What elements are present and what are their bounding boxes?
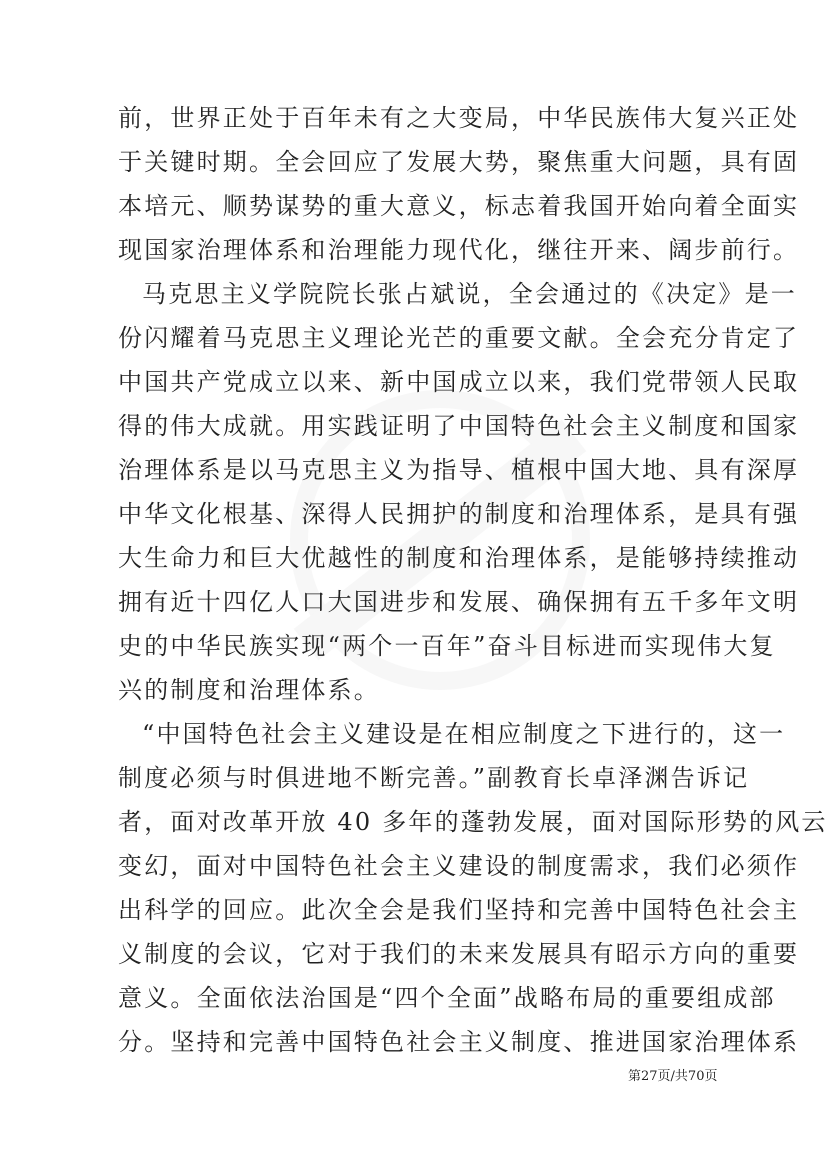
text-line: 前，世界正处于百年未有之大变局，中华民族伟大复兴正处 xyxy=(118,104,800,132)
text-line: “中国特色社会主义建设是在相应制度之下进行的，这一 xyxy=(142,720,786,748)
text-line: 本培元、顺势谋势的重大意义，标志着我国开始向着全面实 xyxy=(118,192,800,220)
text-line: 史的中华民族实现“两个一百年”奋斗目标进而实现伟大复 xyxy=(118,632,776,660)
text-line: 中国共产党成立以来、新中国成立以来，我们党带领人民取 xyxy=(118,368,800,396)
text-line: 于关键时期。全会回应了发展大势，聚焦重大问题，具有固 xyxy=(118,148,800,176)
text-line: 者，面对改革开放 40 多年的蓬勃发展，面对国际形势的风云 xyxy=(118,808,828,836)
text-line: 分。坚持和完善中国特色社会主义制度、推进国家治理体系 xyxy=(118,1028,800,1056)
text-line: 大生命力和巨大优越性的制度和治理体系，是能够持续推动 xyxy=(118,544,800,572)
text-line: 得的伟大成就。用实践证明了中国特色社会主义制度和国家 xyxy=(118,412,800,440)
text-line: 中华文化根基、深得人民拥护的制度和治理体系，是具有强 xyxy=(118,500,800,528)
text-line: 兴的制度和治理体系。 xyxy=(118,676,380,704)
text-line: 变幻，面对中国特色社会主义建设的制度需求，我们必须作 xyxy=(118,852,800,880)
text-line: 制度必须与时俱进地不断完善。”副教育长卓泽渊告诉记 xyxy=(118,764,750,792)
text-line: 治理体系是以马克思主义为指导、植根中国大地、具有深厚 xyxy=(118,456,800,484)
text-line: 份闪耀着马克思主义理论光芒的重要文献。全会充分肯定了 xyxy=(118,324,800,352)
text-line: 意义。全面依法治国是“四个全面”战略布局的重要组成部 xyxy=(118,984,776,1012)
text-line: 拥有近十四亿人口大国进步和发展、确保拥有五千多年文明 xyxy=(118,588,800,616)
text-line: 出科学的回应。此次全会是我们坚持和完善中国特色社会主 xyxy=(118,896,800,924)
text-line: 马克思主义学院院长张占斌说，全会通过的《决定》是一 xyxy=(142,280,797,308)
text-line: 现国家治理体系和治理能力现代化，继往开来、阔步前行。 xyxy=(118,236,800,264)
text-line: 义制度的会议，它对于我们的未来发展具有昭示方向的重要 xyxy=(118,940,800,968)
page-number: 第27页/共70页 xyxy=(628,1069,718,1084)
